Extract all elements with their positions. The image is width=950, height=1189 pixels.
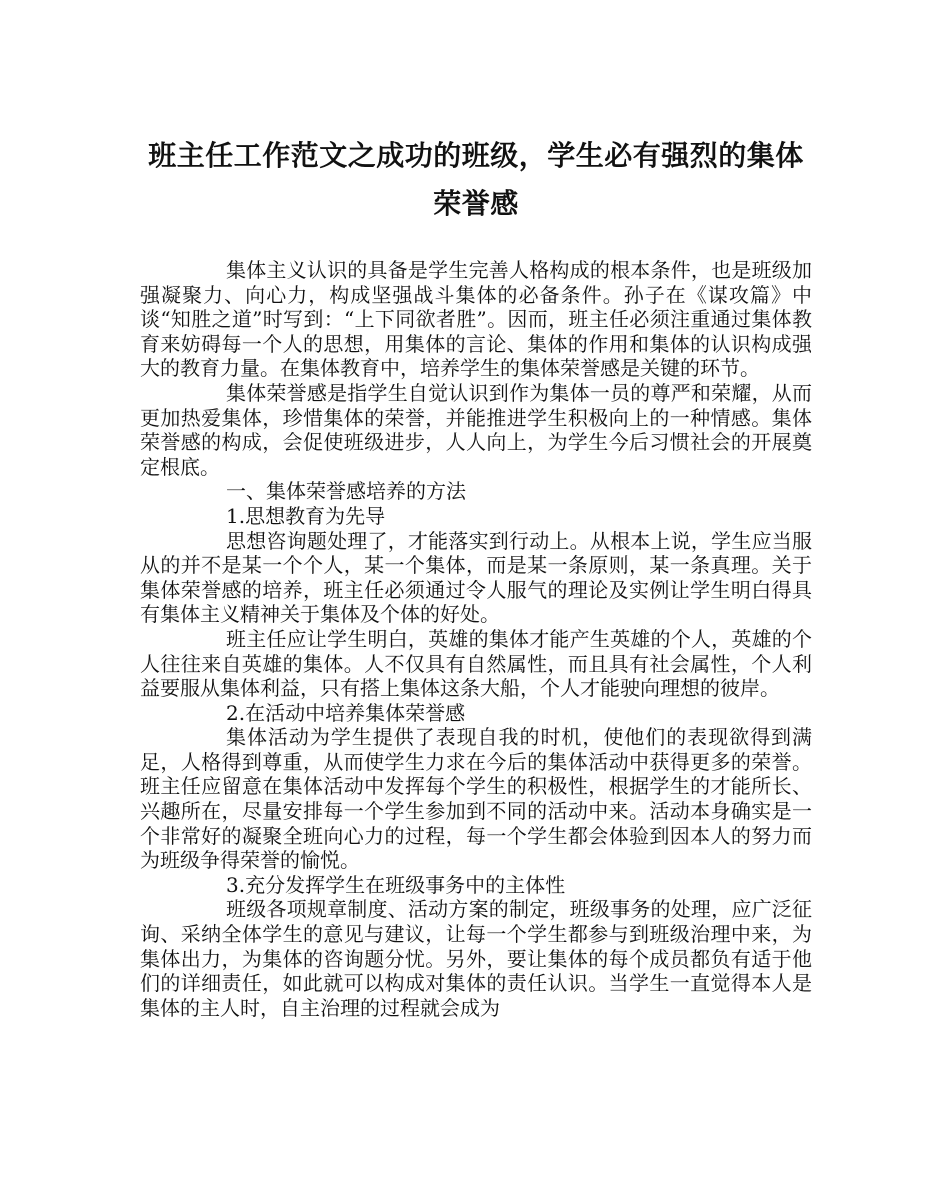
subsection-heading: 1.思想教育为先导 [226,503,386,528]
paragraph: 集体活动为学生提供了表现自我的时机，使他们的表现欲得到满足，人格得到尊重，从而使学生力求在今后的集体活动中获得更多的荣誉。班主任应留意在集体活动中发挥每个学生的积极性，根据学生的才能所长、兴趣所在，尽量安排每一个学生参加到不同的活动中来。活动本身确实是一个非常好的凝聚全班向心力的过程，每一个学生都会体验到因本人的努力而为班级争得荣誉的愉悦。 [140,725,812,873]
subsection-heading: 2.在活动中培养集体荣誉感 [226,700,466,725]
document-body [140,258,812,1020]
document-title: 班主任工作范文之成功的班级，学生必有强烈的集体荣誉感 [148,139,804,220]
paragraph: 班级各项规章制度、活动方案的制定，班级事务的处理，应广泛征询、采纳全体学生的意见与建议，让每一个学生都参与到班级治理中来，为集体出力，为集体的咨询题分忧。另外，要让集体的每个成员都负有适于他们的详细责任，如此就可以构成对集体的责任认识。当学生一直觉得本人是集体的主人时，自主治理的过程就会成为 [140,897,812,1020]
paragraph: 班主任应让学生明白，英雄的集体才能产生英雄的个人，英雄的个人往往来自英雄的集体。人不仅具有自然属性，而且具有社会属性，个人利益要服从集体利益，只有搭上集体这条大船，个人才能驶向理想的彼岸。 [140,626,812,701]
paragraph: 集体荣誉感是指学生自觉认识到作为集体一员的尊严和荣耀，从而更加热爱集体，珍惜集体的荣誉，并能推进学生积极向上的一种情感。集体荣誉感的构成，会促使班级进步，人人向上，为学生今后习惯社会的开展奠定根底。 [140,380,812,479]
paragraph: 思想咨询题处理了，才能落实到行动上。从根本上说，学生应当服从的并不是某一个个人，某一个集体，而是某一条原则，某一条真理。关于集体荣誉感的培养，班主任必须通过令人服气的理论及实例让学生明白得具有集体主义精神关于集体及个体的好处。 [140,528,812,627]
section-heading: 一、集体荣誉感培养的方法 [226,479,466,504]
paragraph: 集体主义认识的具备是学生完善人格构成的根本条件，也是班级加强凝聚力、向心力，构成坚强战斗集体的必备条件。孙子在《谋攻篇》中谈“知胜之道”时写到：“上下同欲者胜”。因而，班主任必须注重通过集体教育来妨碍每一个人的思想，用集体的言论、集体的作用和集体的认识构成强大的教育力量。在集体教育中，培养学生的集体荣誉感是关键的环节。 [140,258,812,381]
subsection-heading: 3.充分发挥学生在班级事务中的主体性 [226,872,566,897]
